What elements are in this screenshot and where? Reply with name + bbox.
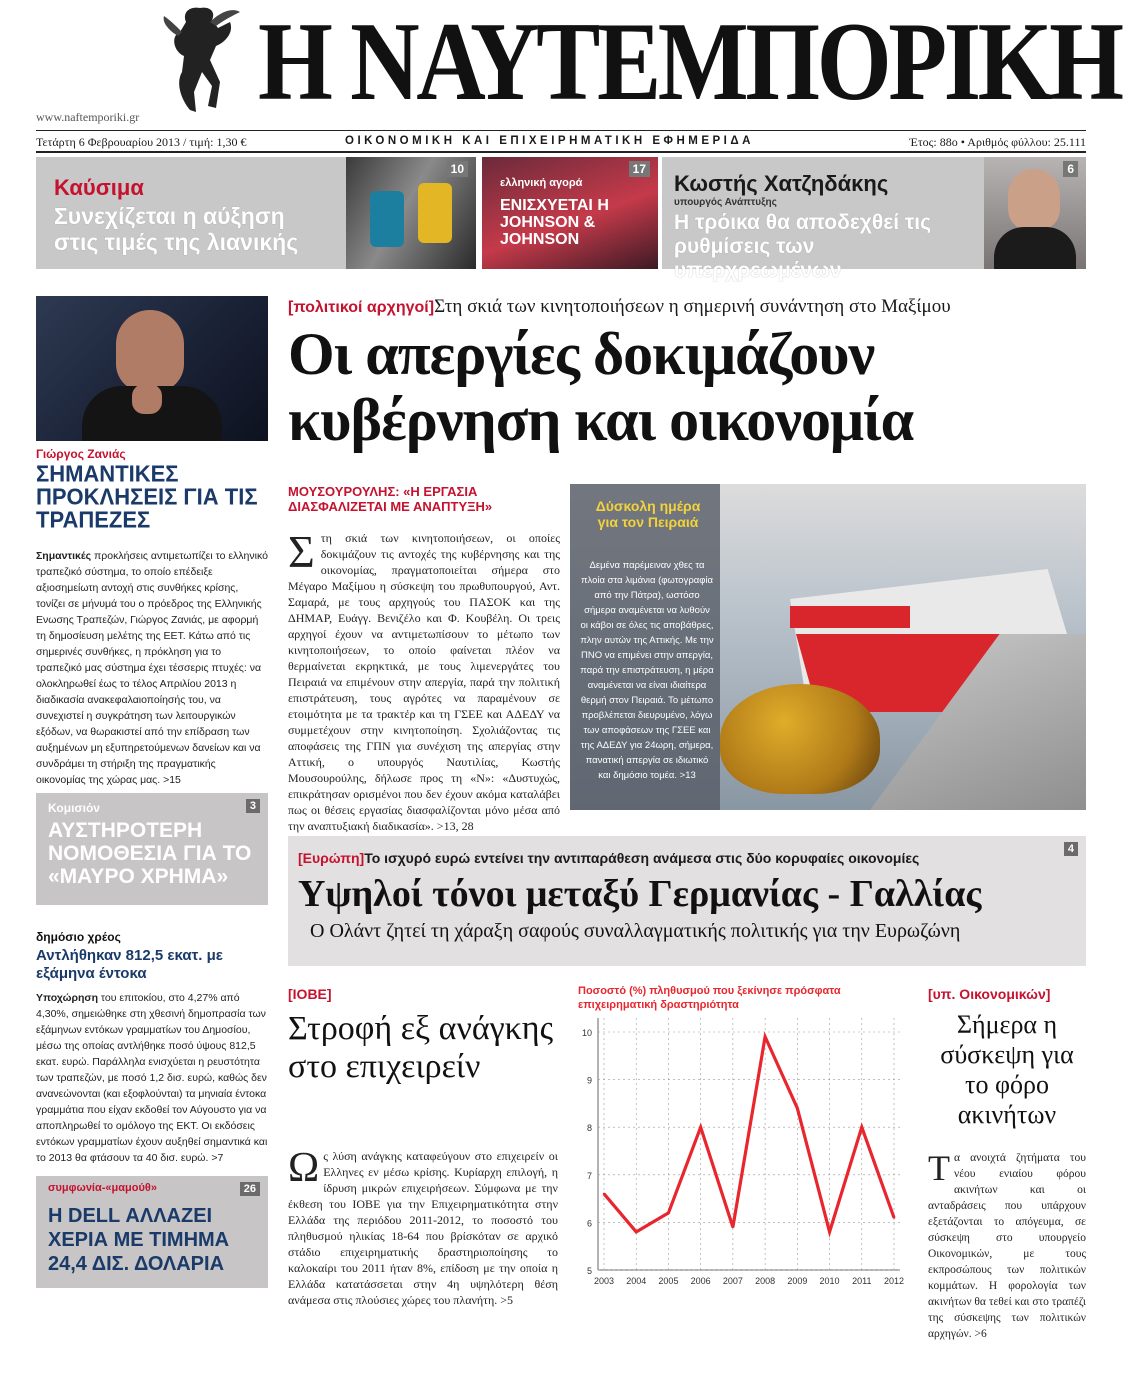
ministry-bracket: [υπ. Οικονομικών] (928, 986, 1051, 1002)
teaser-jnj-text: ΕΝΙΣΧΥΕΤΑΙ Η JOHNSON & JOHNSON (500, 197, 609, 248)
main-kicker: Στη σκιά των κινητοποιήσεων η σημερινή συνάντηση στο Μαξίμου (434, 296, 951, 317)
bollard (720, 684, 880, 794)
issue-number: Έτος: 88ο • Αριθμός φύλλου: 25.111 (909, 135, 1086, 149)
business-chart (570, 1014, 910, 1292)
debt-kicker: δημόσιο χρέος (36, 930, 121, 944)
main-bracket: [πολιτικοί αρχηγοί] (288, 299, 435, 316)
small-ferry (790, 606, 910, 628)
ministry-headline[interactable]: Σήμερα η σύσκεψη για το φόρο ακινήτων (940, 1010, 1074, 1129)
chart-xtick-2007: 2007 (722, 1276, 743, 1286)
chart-ytick-5: 5 (586, 1266, 592, 1276)
main-dropcap: Σ (288, 526, 315, 577)
chart-xtick-2008: 2008 (755, 1276, 776, 1286)
europe-kicker-line (298, 850, 919, 866)
port-caption-box (570, 484, 720, 810)
debt-lead: Υποχώρηση (36, 992, 98, 1004)
banks-headline[interactable]: ΣΗΜΑΝΤΙΚΕΣ ΠΡΟΚΛΗΣΕΙΣ ΓΙΑ ΤΙΣ ΤΡΑΠΕΖΕΣ (36, 460, 258, 533)
chart-xtick-2009: 2009 (787, 1276, 808, 1286)
komision-page: 3 (246, 799, 260, 813)
chart-xtick-2005: 2005 (658, 1276, 679, 1286)
chart-xtick-2003: 2003 (593, 1276, 615, 1286)
main-subhead: ΜΟΥΣΟΥΡΟΥΛΗΣ: «Η ΕΡΓΑΣΙΑ ΔΙΑΣΦΑΛΙΖΕΤΑΙ ΜΕ ΑΝΑΠΤΥΞΗ» (288, 484, 493, 514)
chart-ytick-7: 7 (586, 1170, 592, 1181)
zanias-name: Γιώργος Ζανιάς (36, 447, 126, 461)
debt-headline[interactable]: Αντλήθηκαν 812,5 εκατ. με εξάμηνα έντοκα (36, 947, 223, 982)
europe-headline: Υψηλοί τόνοι μεταξύ Γερμανίας - Γαλλίας (298, 873, 982, 915)
chart-series-line (604, 1037, 894, 1232)
teaser-fuel-kicker: Καύσιμα (54, 175, 144, 200)
chart-ytick-9: 9 (586, 1075, 592, 1086)
chart-title: Ποσοστό (%) πληθυσμού που ξεκίνησε πρόσφατα επιχειρηματική δραστηριότητα (578, 985, 841, 1011)
chart-point-2006 (699, 1126, 701, 1128)
ministry-dropcap: Τ (928, 1148, 950, 1188)
iobe-bracket: [ΙΟΒΕ] (288, 986, 332, 1002)
chart-point-2009 (796, 1107, 798, 1109)
debt-body (36, 990, 268, 1166)
zanias-face (116, 310, 184, 392)
chart-point-2003 (603, 1193, 605, 1195)
chart-ytick-10: 10 (581, 1028, 592, 1038)
europe-subhead: Ο Ολάντ ζητεί τη χάραξη σαφούς συναλλαγματικής πολιτικής για την Ευρωζώνη (310, 920, 961, 942)
chart-point-2005 (667, 1212, 669, 1214)
main-kicker-line (288, 296, 1086, 318)
iobe-text: ς λύση ανάγκης καταφεύγουν στο επιχειρείν οι Ελληνες εν μέσω κρίσης. Κυρίαρχη επιλογή, η ίδρυση μικρών επιχειρήσεων. Σύμφωνα με την έκθεση του ΙΟΒΕ για την Επιχειρηματικότητα στην Ελλάδα της περιόδου 2011-2012, το ποσοστό του πληθυσμού ηλικίας 18-64 που βρίσκόταν σε αρχικό στάδιο επιχειρηματικής δραστηριοποίησης το καλοκαίρι του 2011 ήταν 8%, επίδοση με την οποία η Ελλάδα κατατάσσεται στην 4η υψηλότερη θέση ανάμεσα στις πλούσιες χώρες του πλανήτη. >5 (288, 1149, 558, 1307)
tagline: ΟΙΚΟΝΟΜΙΚΗ ΚΑΙ ΕΠΙΧΕΙΡΗΜΑΤΙΚΗ ΕΦΗΜΕΡΙΔΑ (345, 135, 754, 147)
europe-box[interactable] (288, 836, 1086, 966)
dell-box[interactable] (36, 1176, 268, 1288)
ministry-body (928, 1150, 1086, 1342)
teaser-fuel-text: Συνεχίζεται η αύξηση στις τιμές της λιανικής (54, 203, 299, 255)
komision-headline: ΑΥΣΤΗΡΟΤΕΡΗ ΝΟΜΟΘΕΣΙΑ ΓΙΑ ΤΟ «ΜΑΥΡΟ ΧΡΗΜΑ» (48, 819, 252, 888)
chart-point-2011 (861, 1126, 863, 1128)
debt-text: του επιτοκίου, στο 4,27% από 4,30%, σημειώθηκε στη χθεσινή δημοπρασία των εξάμηνων εντόκων γραμματίων του Δημοσίου, μέσω της οποίας αντλήθηκε ποσό ύψους 812,5 εκατ. ευρώ. Παράλληλα ενισχύεται η ρευστότητα των τραπεζών, με ποσό 1,2 δισ. ευρώ, καθώς δεν ανανεώνονται (και εξοφλούνται) τα μηνιαία έντοκα γραμμάτια που είχαν εκδοθεί τον Αύγουστο για να αποπληρωθεί το ομόλογο της ΕΚΤ. Οι εκδόσεις εντόκων γραμματίων έχουν αυξηθεί σημαντικά και το 2013 θα φτάσουν τα 40 δισ. ευρώ. >7 (36, 992, 268, 1164)
teaser-hatzidakis-text: Η τρόικα θα αποδεχθεί τις ρυθμίσεις των υπερχρεωμένων (674, 211, 932, 282)
masthead-rule (36, 130, 1086, 131)
main-headline-2[interactable]: κυβέρνηση και οικονομία (288, 387, 914, 453)
green-nozzle (370, 191, 404, 247)
europe-bracket: [Ευρώπη] (298, 850, 365, 866)
dell-page: 26 (240, 1182, 260, 1196)
port-caption-text: Δεμένα παρέμειναν χθες τα πλοία στα λιμάνια (φωτογραφία από την Πάτρα), ωστόσο σήμερα αναμένεται να λυθούν οι κάβοι σε όλες τις αποβάθρες, πλην αυτών της Αττικής. Με την ΠΝΟ να επιμένει στην απεργία, παρά την επιστράτευση, η μέρα αναμένεται να είναι ιδιαίτερα θερμή στον Πειραιά. Το μέτωπο προβλέπεται διευρυμένο, λόγω των αποφάσεων της ΓΣΕΕ και της ΑΔΕΔΥ για 24ωρη, σήμερα, πανατική απεργία σε ιδιωτικό και δημόσιο τομέα. >13 (580, 560, 714, 781)
hatzidakis-face (1008, 169, 1060, 231)
chart-ytick-6: 6 (586, 1218, 592, 1229)
komision-kicker: Κομισιόν (48, 801, 100, 815)
masthead-bottom-rule (36, 151, 1086, 153)
iobe-dropcap: Ω (288, 1145, 320, 1191)
teaser-jnj-page: 17 (629, 161, 650, 177)
hermes-logo (160, 2, 242, 114)
main-body (288, 526, 560, 834)
chart-xtick-2006: 2006 (690, 1276, 711, 1286)
iobe-body (288, 1145, 558, 1308)
teaser-jnj[interactable] (482, 157, 658, 269)
chart-xtick-2010: 2010 (819, 1276, 840, 1286)
banks-lead: Σημαντικές (36, 550, 92, 562)
dell-headline: Η DELL ΑΛΛΑΖΕΙ ΧΕΡΙΑ ΜΕ ΤΙΜΗΜΑ 24,4 ΔΙΣ. ΔΟΛΑΡΙΑ (48, 1205, 230, 1275)
port-caption-title: Δύσκολη ημέρα για τον Πειραιά (595, 498, 701, 530)
main-text: τη σκιά των κινητοποιήσεων, οι οποίες δοκιμάζουν τις αντοχές της κυβέρνησης και της οικονομίας, πραγματοποιείται σήμερα στο Μέγαρο Μαξίμου η σύσκεψη του πρωθυπουργού, Αντ. Σαμαρά, με τους αρχηγούς του ΠΑΣΟΚ και της ΔΗΜΑΡ, Ευάγγ. Βενιζέλο και Φ. Κουβέλη. Οι τρεις αρχηγοί έχουν να αντιμετωπίσουν το μέτωπο των κινητοποιήσεων, το οποίο φαίνεται πλέον να θερμαίνεται εκρηκτικά, με τους λιμενεργάτες του Πειραιά να επιμένουν στην απεργία, παρά την πολιτική επιστράτευση, τους αγρότες να παραμένουν σε ετοιμότητα με τα τρακτέρ και τη ΓΣΕΕ και ΑΔΕΔΥ να συμμετέχουν στην κινητοποίηση. Σχολιάζοντας τις αποφάσεις της ΓΠΝ για συνέχιση της απεργίας στην Αττική, ο υπουργός Ναυτιλίας, Κωστής Μουσουρούλης, δήλωσε προς τη «Ν»: «Δυστυχώς, επικράτησαν ορισμένοι που δεν έχουν ακόμα καταλάβει πως οι θέσεις εργασίας διασφαλίζονται μόνο μέσα από την αναπτυξιακή διαδικασία». >13, 28 (288, 531, 560, 833)
masthead-title: Η ΝΑΥΤΕΜΠΟΡΙΚΗ (258, 0, 1121, 124)
banks-text: προκλήσεις αντιμετωπίζει το ελληνικό τραπεζικό σύστημα, το οποίο επέδειξε αξιοσημείωτη αντοχή στις συνθήκες κρίσης, τονίζει σε μήνυμά του ο πρόεδρος της Ελληνικής Ενωσης Τραπεζών, Γιώργος Ζανιάς, με αφορμή τη δημοσίευση μελέτης της ΕΕΤ. Κάτω από τις σημερινές συνθήκες, η πρόκληση για το τραπεζικό μας σύστημα έχει τέσσερις πτυχές: να ολοκληρωθεί έως το τέλος Απριλίου 2013 η διαδικασία ανακεφαλαιοποίησής του, να συνεχιστεί η συγκράτηση των λειτουργικών εξόδων, να θωρακιστεί από την επίδραση των αυξημένων μη εξυπηρετούμενων δανείων και να συνδράμει τη στήριξη της πραγματικής οικονομίας της χώρας μας. >15 (36, 550, 268, 786)
hatzidakis-suit (994, 227, 1076, 269)
teaser-hatzidakis-kicker: Κωστής Χατζηδάκης (674, 171, 889, 196)
chart-point-2007 (732, 1226, 734, 1228)
chart-point-2010 (828, 1231, 830, 1233)
komision-box[interactable] (36, 793, 268, 905)
teaser-hatzidakis-page: 6 (1063, 161, 1078, 177)
teaser-fuel[interactable] (36, 157, 476, 269)
teaser-hatzidakis-role: υπουργός Ανάπτυξης (674, 197, 777, 208)
zanias-hand (132, 384, 162, 414)
chart-ytick-8: 8 (586, 1123, 592, 1134)
europe-kicker: Το ισχυρό ευρώ εντείνει την αντιπαράθεση ανάμεσα στις δύο κορυφαίες οικονομίες (364, 850, 920, 866)
dell-kicker: συμφωνία-«μαμούθ» (48, 1182, 157, 1194)
chart-point-2008 (764, 1036, 766, 1038)
ministry-text: α ανοιχτά ζητήματα του νέου ενιαίου φόρου ακινήτων και οι ανταδράσεις που υπάρχουν εξετάζονται το απόγευμα, σε σύσκεψη στο υπουργείο Οικονομικών, με τους εκπροσώπους των πολιτικών κομμάτων. Η φορολογία των ακινήτων θα τεθεί και στο τραπέζι της σύσκεψης των πολιτικών αρχηγών. >6 (928, 1152, 1086, 1340)
chart-xtick-2012: 2012 (883, 1276, 905, 1286)
main-headline-1[interactable]: Οι απεργίες δοκιμάζουν (288, 321, 875, 387)
teaser-jnj-kicker: ελληνική αγορά (500, 177, 583, 189)
chart-point-2012 (893, 1216, 895, 1218)
banks-body (36, 548, 268, 788)
chart-xtick-2011: 2011 (852, 1276, 872, 1286)
chart-point-2004 (635, 1231, 637, 1233)
website-url[interactable]: www.naftemporiki.gr (36, 110, 140, 124)
teaser-fuel-page: 10 (447, 161, 468, 177)
europe-page: 4 (1064, 842, 1078, 856)
chart-xtick-2004: 2004 (626, 1276, 647, 1286)
zanias-photo (36, 296, 268, 441)
yellow-nozzle (418, 183, 452, 243)
iobe-headline[interactable]: Στροφή εξ ανάγκης στο επιχειρείν (288, 1010, 554, 1085)
teaser-hatzidakis[interactable] (662, 157, 1086, 282)
dateline: Τετάρτη 6 Φεβρουαρίου 2013 / τιμή: 1,30 € (36, 135, 247, 149)
